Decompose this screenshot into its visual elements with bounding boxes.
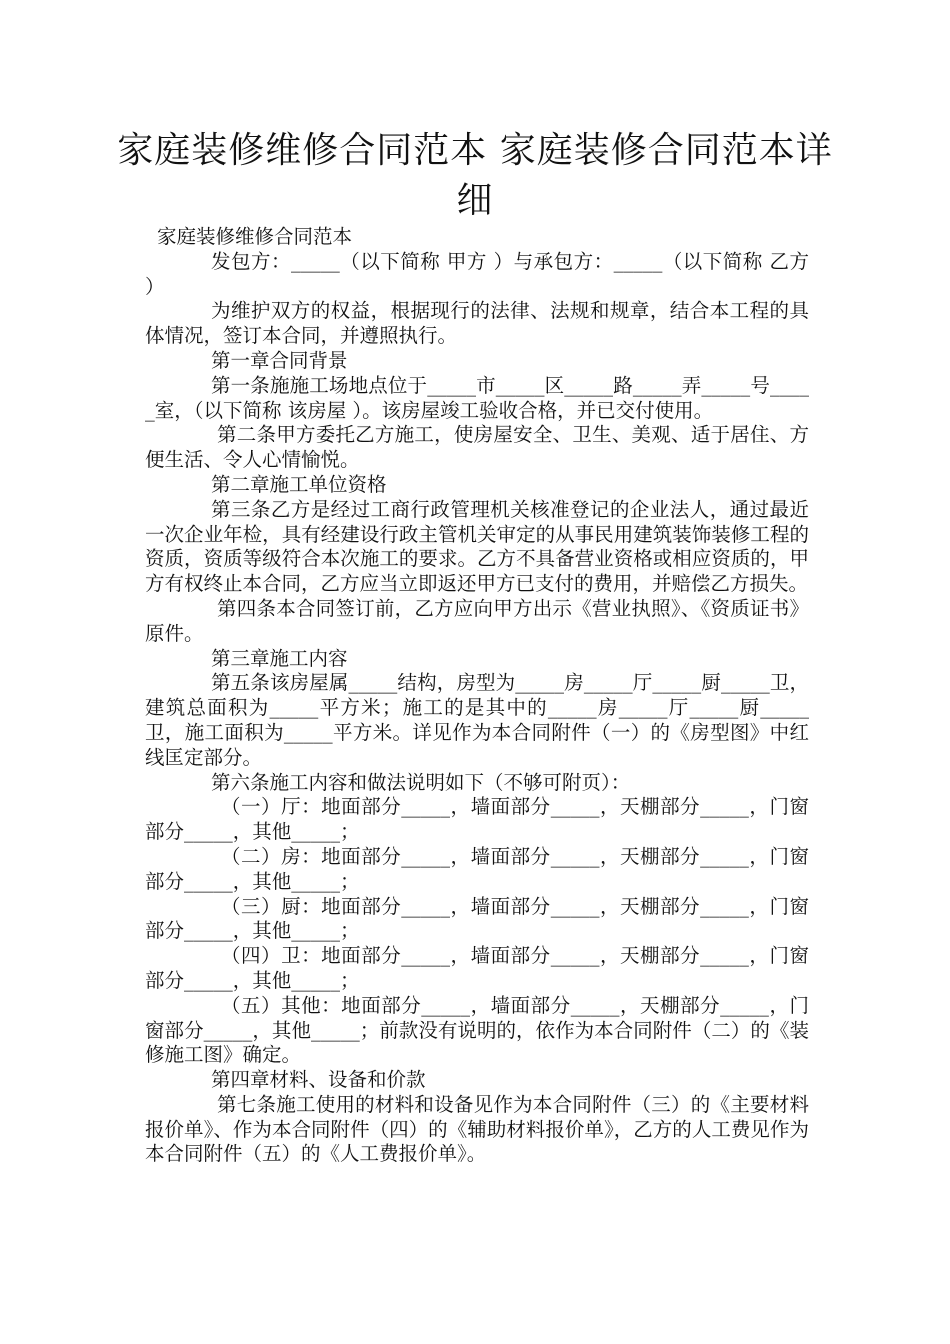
article-1: 第一条施施工场地点位于_____市_____区_____路_____弄_____号_____室，（以下简称 该房屋 ）。该房屋竣工验收合格，并已交付使用。 [145, 373, 809, 422]
item-kitchen: （三）厨：地面部分_____，墙面部分_____，天棚部分_____，门窗部分_____，其他_____； [145, 894, 809, 943]
article-5: 第五条该房屋属_____结构，房型为_____房_____厅_____厨_____卫，建筑总面积为_____平方米；施工的是其中的_____房_____厅_____厨_____卫，施工面积为_____平方米。详见作为本合同附件（一）的《房型图》中红线匡定部分。 [145, 671, 809, 769]
document-body [145, 225, 809, 1167]
document-title: 家庭装修维修合同范本 家庭装修合同范本详细 [117, 130, 833, 221]
item-other: （五）其他：地面部分_____，墙面部分_____，天棚部分_____，门窗部分_____，其他_____；前款没有说明的，依作为本合同附件（二）的《装修施工图》确定。 [145, 993, 809, 1067]
article-7: 第七条施工使用的材料和设备见作为本合同附件（三）的《主要材料报价单》、作为本合同附件（四）的《辅助材料报价单》，乙方的人工费见作为本合同附件（五）的《人工费报价单》。 [145, 1092, 809, 1166]
item-bathroom: （四）卫：地面部分_____，墙面部分_____，天棚部分_____，门窗部分_____，其他_____； [145, 944, 809, 992]
article-4: 第四条本合同签订前，乙方应向甲方出示《营业执照》、《资质证书》原件。 [145, 596, 809, 645]
paragraph-purpose: 为维护双方的权益，根据现行的法律、法规和规章，结合本工程的具体情况，签订本合同，并遵照执行。 [145, 299, 809, 348]
chapter-heading-2: 第二章施工单位资格 [211, 472, 387, 496]
document-subtitle: 家庭装修维修合同范本 [157, 225, 353, 248]
article-3: 第三条乙方是经过工商行政管理机关核准登记的企业法人，通过最近一次企业年检，具有经建设行政主管机关审定的从事民用建筑装饰装修工程的资质，资质等级符合本次施工的要求。乙方不具备营业资格或相应资质的，甲方有权终止本合同，乙方应当立即返还甲方已支付的费用，并赔偿乙方损失。 [145, 497, 809, 596]
item-room: （二）房：地面部分_____，墙面部分_____，天棚部分_____，门窗部分_____，其他_____； [145, 844, 809, 893]
paragraph-parties: 发包方：_____（以下简称 甲方 ）与承包方：_____（以下简称 乙方 ） [145, 249, 809, 298]
chapter-heading-4: 第四章材料、设备和价款 [211, 1068, 426, 1092]
article-2: 第二条甲方委托乙方施工，使房屋安全、卫生、美观、适于居住、方便生活、令人心情愉悦。 [145, 423, 809, 472]
chapter-heading-3: 第三章施工内容 [211, 646, 348, 670]
chapter-heading-1: 第一章合同背景 [211, 348, 348, 372]
item-hall: （一）厅：地面部分_____，墙面部分_____，天棚部分_____，门窗部分_____，其他_____； [145, 795, 809, 844]
article-6: 第六条施工内容和做法说明如下（不够可附页）： [211, 770, 631, 794]
